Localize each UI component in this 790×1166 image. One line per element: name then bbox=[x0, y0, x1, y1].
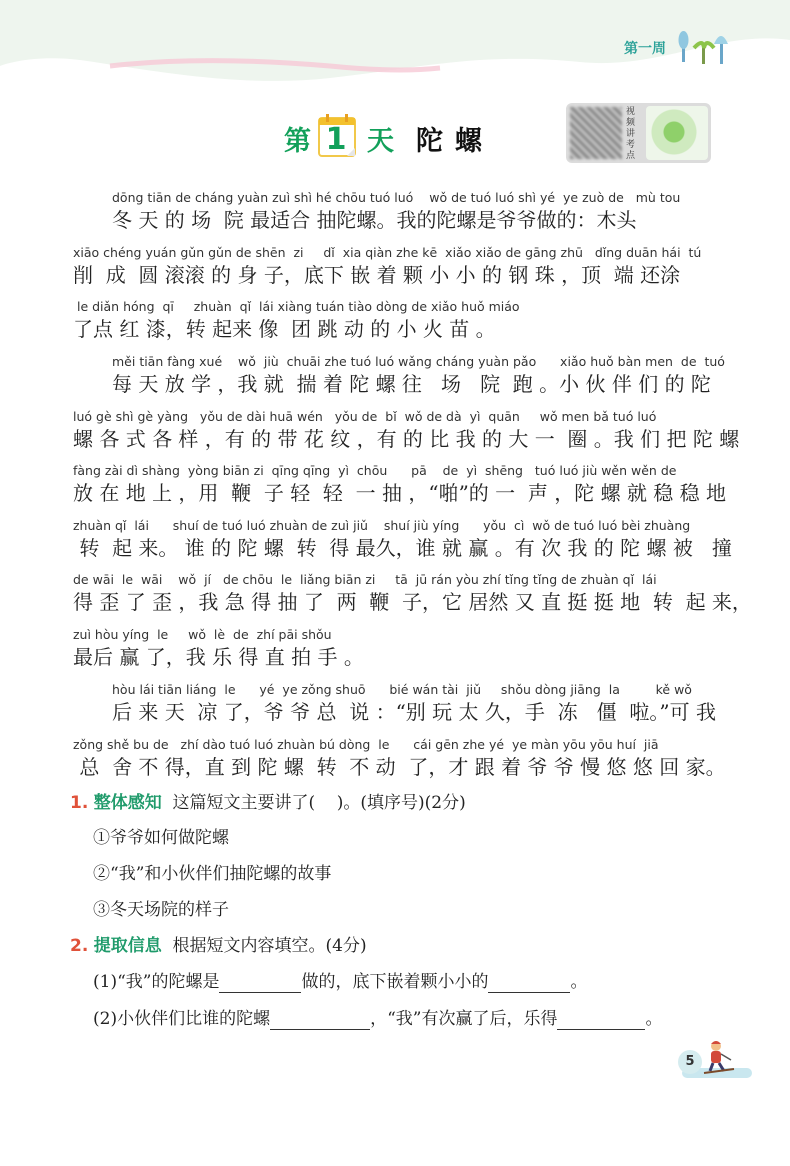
text-line-9: 最后 赢 了，我 乐 得 直 拍 手 。 bbox=[73, 645, 364, 669]
lesson-title-bar bbox=[284, 116, 494, 160]
question-2-line-2 bbox=[93, 1008, 662, 1030]
pinyin-line-11: zǒng shě bu de zhí dào tuó luó zhuàn bú dòng le cái gēn zhe yé ye màn yōu yōu huí jiā bbox=[73, 737, 659, 752]
text-line-3: 了点 红 漆，转 起来 像 团 跳 动 的 小 火 苗 。 bbox=[73, 317, 496, 341]
video-thumbnail[interactable] bbox=[646, 106, 708, 160]
pinyin-line-7: zhuàn qǐ lái shuí de tuó luó zhuàn de zuì jiǔ shuí jiù yíng yǒu cì wǒ de tuó luó bèi zhuàng bbox=[73, 518, 691, 533]
question-2 bbox=[70, 935, 367, 957]
text-line-2: 削 成 圆 滚滚 的 身 子，底下 嵌 着 颗 小 小 的 钢 珠 ，顶 端 还涂 bbox=[73, 263, 681, 287]
text-line-11: 总 舍 不 得，直 到 陀 螺 转 不 动 了，才 跟 着 爷 爷 慢 悠 悠 回 家。 bbox=[73, 755, 726, 779]
title-prefix: 第 bbox=[284, 125, 311, 157]
text-line-5: 螺 各 式 各 样 ，有 的 带 花 纹 ，有 的 比 我 的 大 一 圈 。我 们 把 陀 螺 bbox=[73, 427, 740, 451]
text-line-6: 放 在 地 上 ，用 鞭 子 轻 轻 一 抽 ，“啪”的 一 声 ，陀 螺 就 稳 稳 地 bbox=[73, 481, 727, 505]
calendar-icon bbox=[317, 116, 361, 160]
pinyin-line-3: le diǎn hóng qī zhuàn qǐ lái xiàng tuán tiào dòng de xiǎo huǒ miáo bbox=[73, 299, 520, 314]
header-wave-background bbox=[0, 0, 790, 110]
pinyin-line-8: de wāi le wāi wǒ jí de chōu le liǎng biān zi tā jū rán yòu zhí tǐng tǐng de zhuàn qǐ lái bbox=[73, 572, 657, 587]
question-2-prompt: 根据短文内容填空。(4分) bbox=[172, 936, 367, 956]
answer-blank-1[interactable] bbox=[219, 976, 301, 993]
text-line-10: 后 来 天 凉 了，爷 爷 总 说 ：“别 玩 太 久，手 冻 僵 啦。”可 我 bbox=[112, 700, 716, 724]
pinyin-line-10: hòu lái tiān liáng le yé ye zǒng shuō bié wán tài jiǔ shǒu dòng jiāng la kě wǒ bbox=[112, 682, 692, 697]
answer-blank-2[interactable] bbox=[488, 976, 570, 993]
question-1-prompt: 这篇短文主要讲了( )。(填序号)(2分) bbox=[172, 793, 466, 813]
question-2-number: 2. bbox=[70, 936, 89, 956]
video-qr-card[interactable] bbox=[566, 103, 711, 163]
q2-line2-text-c: 。 bbox=[645, 1009, 663, 1029]
question-1-option-2: ②“我”和小伙伴们抽陀螺的故事 bbox=[93, 864, 332, 884]
q2-line2-text-b: ，“我”有次赢了后，乐得 bbox=[370, 1009, 558, 1029]
pinyin-line-9: zuì hòu yíng le wǒ lè de zhí pāi shǒu bbox=[73, 627, 332, 642]
q2-line1-text-a: (1)“我”的陀螺是 bbox=[93, 972, 220, 992]
q2-line1-text-c: 。 bbox=[570, 972, 588, 992]
day-number: 1 bbox=[325, 122, 347, 157]
q2-line2-text-a: (2)小伙伴们比谁的陀螺 bbox=[93, 1009, 271, 1029]
answer-blank-3[interactable] bbox=[270, 1013, 370, 1030]
week-label: 第一周 bbox=[624, 41, 666, 57]
pinyin-line-5: luó gè shì gè yàng yǒu de dài huā wén yǒu de bǐ wǒ de dà yì quān wǒ men bǎ tuó luó bbox=[73, 409, 657, 424]
pinyin-line-1: dōng tiān de cháng yuàn zuì shì hé chōu tuó luó wǒ de tuó luó shì yé ye zuò de mù tou bbox=[112, 190, 681, 205]
text-line-8: 得 歪 了 歪 ，我 急 得 抽 了 两 鞭 子，它 居然 又 直 挺 挺 地 转 起 来， bbox=[73, 590, 752, 614]
qr-code-icon[interactable] bbox=[570, 107, 622, 159]
title-suffix: 天 bbox=[367, 125, 394, 157]
pinyin-line-2: xiāo chéng yuán gǔn gǔn de shēn zi dǐ xia qiàn zhe kē xiǎo xiǎo de gāng zhū dǐng duān hái tú bbox=[73, 245, 702, 260]
question-1-option-1: ①爷爷如何做陀螺 bbox=[93, 828, 229, 848]
answer-blank-4[interactable] bbox=[557, 1013, 645, 1030]
question-1-number: 1. bbox=[70, 793, 89, 813]
page-number: 5 bbox=[678, 1050, 702, 1074]
skiing-child-icon bbox=[700, 1038, 740, 1078]
text-line-1: 冬 天 的 场 院 最适合 抽陀螺。我的陀螺是爷爷做的：木头 bbox=[112, 208, 637, 232]
question-2-line-1 bbox=[93, 971, 587, 993]
video-label: 视频讲考点 bbox=[626, 107, 636, 161]
tree-decoration-icon bbox=[676, 28, 736, 68]
question-2-heading: 提取信息 bbox=[93, 936, 162, 956]
page-title: 陀螺 bbox=[416, 125, 494, 157]
question-1-heading: 整体感知 bbox=[93, 793, 162, 813]
pinyin-line-6: fàng zài dì shàng yòng biān zi qīng qīng yì chōu pā de yì shēng tuó luó jiù wěn wěn de bbox=[73, 463, 677, 478]
question-1 bbox=[70, 792, 466, 814]
text-line-7: 转 起 来。 谁 的 陀 螺 转 得 最久，谁 就 赢 。有 次 我 的 陀 螺 被 撞 bbox=[73, 536, 732, 560]
text-line-4: 每 天 放 学 ，我 就 揣 着 陀 螺 往 场 院 跑 。小 伙 伴 们 的 陀 bbox=[112, 372, 711, 396]
q2-line1-text-b: 做的，底下嵌着颗小小的 bbox=[301, 972, 489, 992]
pinyin-line-4: měi tiān fàng xué wǒ jiù chuāi zhe tuó luó wǎng cháng yuàn pǎo xiǎo huǒ bàn men de tuó bbox=[112, 354, 725, 369]
question-1-option-3: ③冬天场院的样子 bbox=[93, 900, 229, 920]
